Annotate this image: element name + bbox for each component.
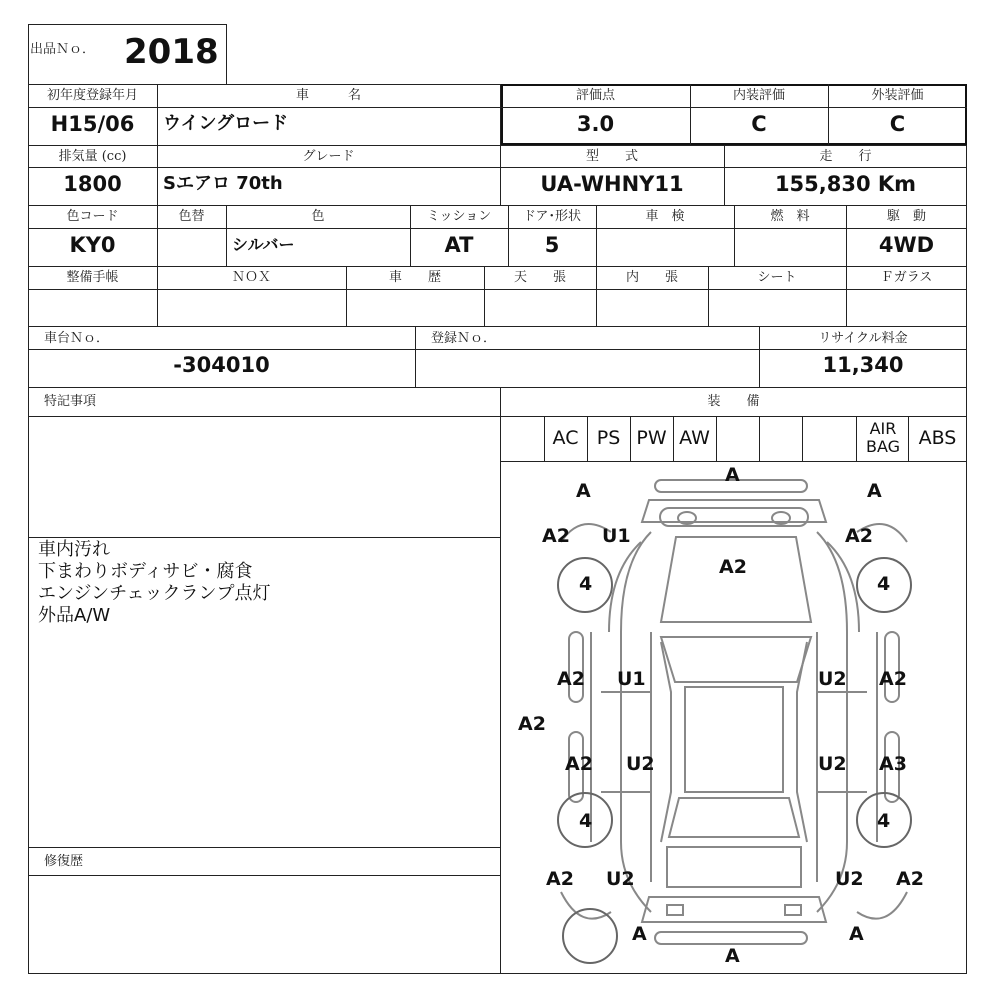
damage-mark: U2 — [626, 753, 655, 775]
drive-label: 駆 動 — [886, 209, 926, 224]
damage-mark: A — [725, 945, 740, 967]
door-label: ドア･形状 — [522, 209, 582, 224]
damage-mark: A — [632, 923, 647, 945]
damage-mark: U1 — [617, 668, 646, 690]
tire-mark: 4 — [877, 810, 891, 832]
color-code-label: 色コード — [66, 209, 119, 224]
equipment-ps: PS — [596, 427, 621, 449]
mileage-value: 155,830 Km — [774, 172, 917, 196]
damage-mark: A2 — [845, 525, 873, 547]
note-line: 外品A/W — [38, 605, 111, 626]
car-name-value: ウイングロード — [163, 113, 289, 134]
seat-label: シート — [757, 270, 797, 285]
damage-mark: A2 — [879, 668, 907, 690]
score-label: 評価点 — [575, 88, 615, 103]
exterior-label: 外装評価 — [871, 88, 924, 103]
note-line: 車内汚れ — [38, 539, 110, 560]
damage-mark: U2 — [835, 868, 864, 890]
grade-value: Sエアロ 70th — [163, 173, 283, 194]
door-value: 5 — [544, 233, 560, 257]
damage-mark: A — [867, 480, 882, 502]
damage-mark: A2 — [719, 556, 747, 578]
damage-mark: U2 — [818, 668, 847, 690]
tire-mark: 4 — [579, 573, 593, 595]
color-change-label: 色替 — [178, 209, 205, 224]
damage-mark: A3 — [879, 753, 907, 775]
mileage-label: 走 行 — [819, 149, 872, 164]
note-line: 下まわりボディサビ・腐食 — [38, 561, 253, 582]
damage-mark: A2 — [518, 713, 546, 735]
color-value: シルバー — [232, 235, 295, 254]
damage-mark: U1 — [602, 525, 631, 547]
model-label: 型 式 — [585, 149, 638, 164]
notes-label: 特記事項 — [44, 394, 97, 409]
grade-label: グレード — [302, 149, 355, 164]
fuel-label: 燃 料 — [770, 209, 810, 224]
maintenance-book-label: 整備手帳 — [66, 270, 119, 285]
recycle-value: 11,340 — [822, 353, 904, 377]
damage-mark: A — [725, 464, 740, 486]
color-code-value: KY0 — [69, 233, 116, 257]
repair-label: 修復歴 — [44, 854, 84, 869]
equipment-airbag: AIR BAG — [865, 419, 901, 456]
equipment-label: 装 備 — [707, 394, 760, 409]
car-name-label: 車 名 — [295, 88, 361, 103]
recycle-label: リサイクル料金 — [818, 331, 908, 346]
interior-value: C — [751, 112, 767, 136]
nox-label: ＮＯＸ — [231, 270, 271, 285]
damage-mark: A — [849, 923, 864, 945]
interior-label: 内装評価 — [732, 88, 785, 103]
damage-mark: A2 — [565, 753, 593, 775]
damage-mark: A2 — [557, 668, 585, 690]
equipment-pw: PW — [636, 427, 667, 449]
exterior-value: C — [889, 112, 906, 136]
lot-number: 2018 — [124, 32, 219, 72]
mission-label: ミッション — [426, 209, 492, 224]
chassis-value: -304010 — [173, 353, 270, 377]
damage-mark: A2 — [546, 868, 574, 890]
displacement-label: 排気量 (cc) — [58, 149, 127, 164]
damage-mark: A — [576, 480, 591, 502]
damage-mark: U2 — [818, 753, 847, 775]
score-value: 3.0 — [576, 112, 615, 136]
first-reg-value: H15/06 — [50, 112, 135, 136]
note-line: エンジンチェックランプ点灯 — [38, 583, 271, 604]
equipment-abs: ABS — [918, 427, 957, 449]
registration-label: 登録Ｎｏ． — [431, 331, 497, 346]
equipment-aw: AW — [679, 427, 710, 449]
damage-mark: A2 — [896, 868, 924, 890]
damage-mark: A2 — [542, 525, 570, 547]
displacement-value: 1800 — [63, 172, 122, 196]
equipment-ac: AC — [552, 427, 579, 449]
ceiling-label: 天 張 — [513, 270, 566, 285]
front-glass-label: Ｆガラス — [880, 270, 933, 285]
lot-label: 出品Ｎｏ． — [30, 42, 96, 57]
chassis-label: 車台Ｎｏ． — [44, 331, 110, 346]
tire-mark: 4 — [579, 810, 593, 832]
damage-mark: U2 — [606, 868, 635, 890]
model-value: UA-WHNY11 — [540, 172, 684, 196]
tire-mark: 4 — [877, 573, 891, 595]
inspection-label: 車 検 — [645, 209, 685, 224]
inner-trim-label: 内 張 — [625, 270, 678, 285]
mission-value: AT — [444, 233, 474, 257]
drive-value: 4WD — [878, 233, 935, 257]
first-reg-label: 初年度登録年月 — [46, 88, 138, 103]
color-label: 色 — [311, 209, 325, 224]
car-diagram — [501, 462, 967, 974]
history-label: 車 歴 — [388, 270, 441, 285]
